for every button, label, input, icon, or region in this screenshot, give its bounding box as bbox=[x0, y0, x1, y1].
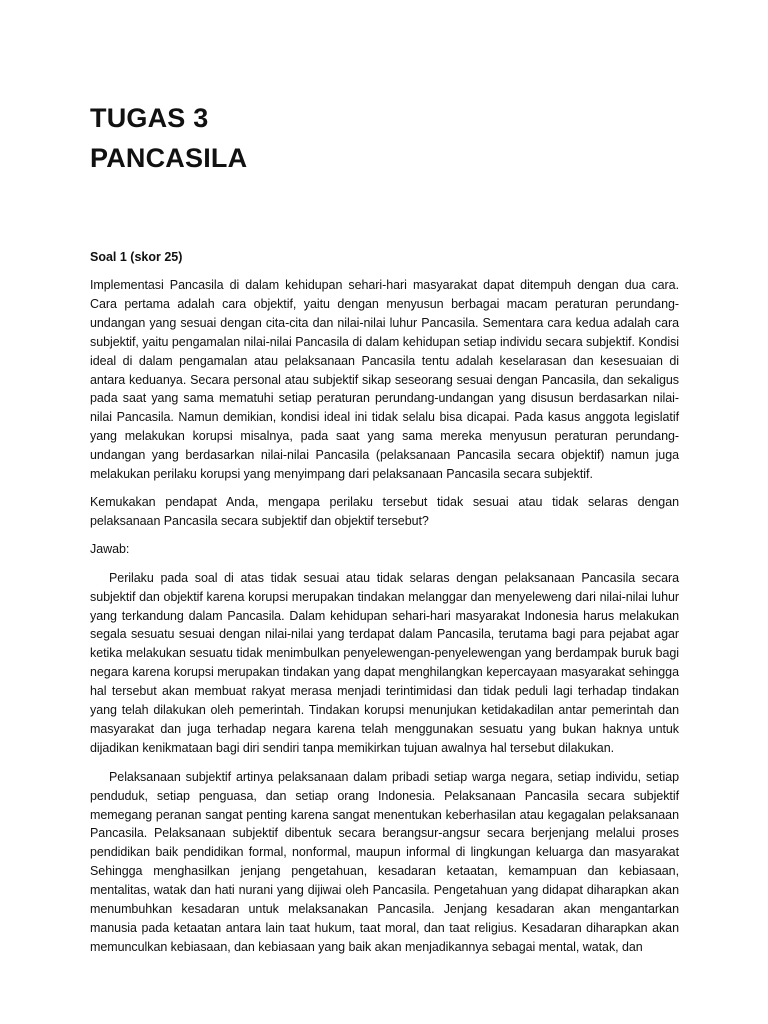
document-title bbox=[90, 98, 679, 178]
question-heading: Soal 1 (skor 25) bbox=[90, 250, 183, 264]
title-line-2: PANCASILA bbox=[90, 143, 248, 173]
title-line-1: TUGAS 3 bbox=[90, 103, 209, 133]
answer-label: Jawab: bbox=[90, 541, 130, 556]
answer-paragraph-1: Perilaku pada soal di atas tidak sesuai atau tidak selaras dengan pelaksanaan Pancasila secara subjektif dan objektif karena korupsi merupakan tindakan melanggar dan menyeleweng dari nilai-nilai luhur yang terkandung dalam Pancasila. Dalam kehidupan sehari-hari masyarakat Indonesia harus melakukan segala sesuatu sesuai dengan nilai-nilai yang terdapat dalam Pancasila, terutama bagi para pejabat agar ketika melakukan sesuatu tidak menimbulkan penyelewengan-penyelewengan yang berdampak buruk bagi negara karena korupsi merupakan tindakan yang dapat menghilangkan kepercayaan masyarakat sehingga hal tersebut akan membuat rakyat merasa menjadi terintimidasi dan tidak peduli lagi terhadap tindakan yang telah dilakukan oleh pemerintah. Tindakan korupsi menunjukan ketidakadilan antar pemerintah dan masyarakat dan juga terhadap negara karena telah menggunakan sesuatu yang bukan haknya untuk dijadikan kenikmataan bagi diri sendiri tanpa memikirkan tujuan awalnya hal tersebut dilakukan. bbox=[90, 570, 679, 755]
document-page bbox=[90, 98, 679, 957]
question-paragraph: Kemukakan pendapat Anda, mengapa perilaku tersebut tidak sesuai atau tidak selaras dengan pelaksanaan Pancasila secara subjektif dan objektif tersebut? bbox=[90, 494, 679, 528]
intro-paragraph: Implementasi Pancasila di dalam kehidupan sehari-hari masyarakat dapat ditempuh dengan dua cara. Cara pertama adalah cara objektif, yaitu dengan menyusun berbagai macam peraturan perundang-undangan yang sesuai dengan cita-cita dan nilai-nilai luhur Pancasila. Sementara cara kedua adalah cara subjektif, yaitu pengamalan nilai-nilai Pancasila di dalam kehidupan setiap individu secara subjektif. Kondisi ideal di dalam pengamalan atau pelaksanaan Pancasila tentu adalah keselarasan dan kesesuaian di antara keduanya. Secara personal atau subjektif sikap seseorang sesuai dengan Pancasila, dan sekaligus pada saat yang sama mematuhi setiap peraturan perundang-undangan yang disusun berdasarkan nilai-nilai Pancasila. Namun demikian, kondisi ideal ini tidak selalu bisa dicapai. Pada kasus anggota legislatif yang melakukan korupsi misalnya, pada saat yang sama mereka menyusun peraturan perundang-undangan yang berdasarkan nilai-nilai Pancasila (pelaksanaan Pancasila secara objektif) namun juga melakukan perilaku korupsi yang menyimpang dari pelaksanaan Pancasila secara subjektif. bbox=[90, 278, 679, 482]
answer-paragraph-2: Pelaksanaan subjektif artinya pelaksanaan dalam pribadi setiap warga negara, setiap individu, setiap penduduk, setiap penguasa, dan setiap orang Indonesia. Pelaksanaan Pancasila secara subjektif memegang peranan sangat penting karena sangat menentukan keberhasilan atau kegagalan pelaksanaan Pancasila. Pelaksanaan subjektif dibentuk secara berangsur-angsur secara berjenjang melalui proses pendidikan baik pendidikan formal, nonformal, maupun informal di lingkungan keluarga dan masyarakat Sehingga menghasilkan jenjang pengetahuan, kesadaran ketaatan, kemampuan dan kebiasaan, mentalitas, watak dan hati nurani yang dijiwai oleh Pancasila. Pengetahuan yang didapat diharapkan akan menumbuhkan kesadaran untuk melaksanakan Pancasila. Jenjang kesadaran akan mengantarkan manusia pada ketaatan antara lain taat hukum, taat moral, dan taat religius. Kesadaran diharapkan akan memunculkan kebiasaan, dan kebiasaan yang baik akan menjadikannya sebagai mental, watak, dan bbox=[90, 769, 679, 954]
